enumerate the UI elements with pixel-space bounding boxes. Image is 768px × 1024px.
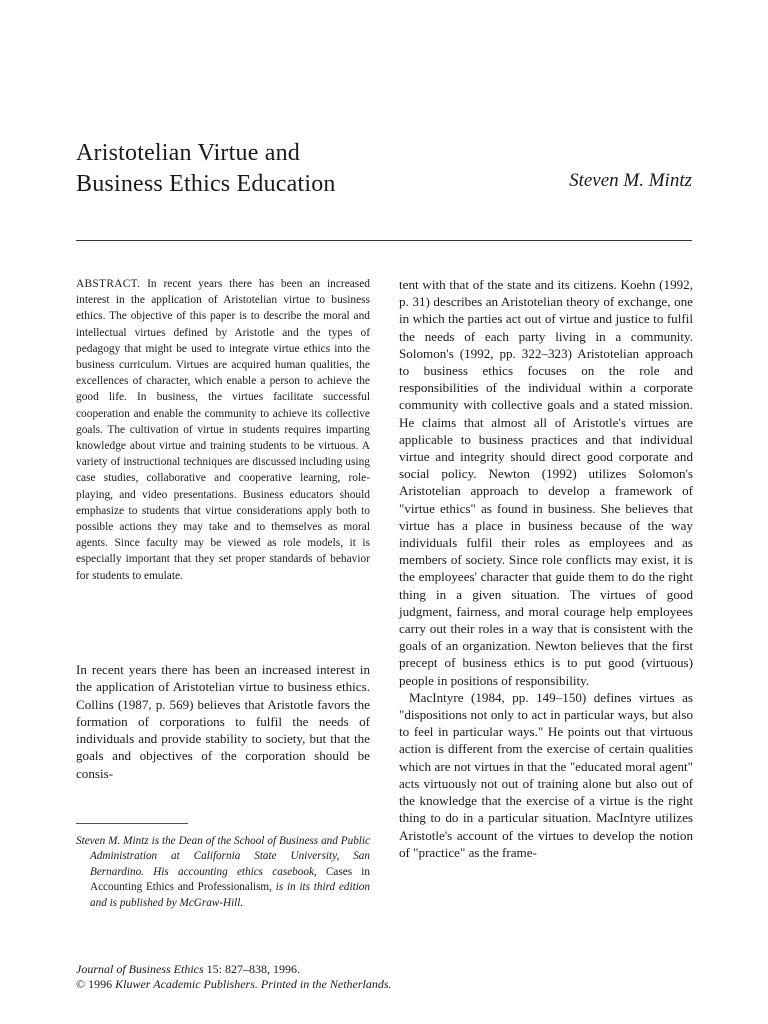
journal-name: Journal of Business Ethics bbox=[76, 962, 204, 976]
right-paragraph-1: tent with that of the state and its citizens. Koehn (1992, p. 31) describes an Aristotelian theory of exchange, one in which the parties act out of virtue and justice to fulfil the needs of each party living in a community. Solomon's (1992, pp. 322–323) Aristotelian approach to business ethics focuses on the role and responsibilities of the individual within a corporate community with collective goals and a stated mission. He claims that almost all of Aristotle's virtues are applicable to business practices and that individual virtue and integrity should direct good corporate and social policy. Newton (1992) utilizes Solomon's Aristotelian approach to develop a framework of "virtue ethics" as found in business. She believes that virtue has a place in business because of the way individuals fulfil their roles as employees and as members of society. Since role conflicts may exist, it is the employees' character that guide them to do the right thing in a given situation. The virtues of good judgment, fairness, and moral courage help employees carry out their roles in a way that is consistent with the goals of an organization. Newton believes that the first precept of business ethics is to put good (virtuous) people in positions of responsibility. bbox=[399, 277, 693, 688]
paper-title bbox=[76, 138, 476, 200]
title-line-1: Aristotelian Virtue and bbox=[76, 140, 300, 166]
author-footnote bbox=[76, 834, 370, 911]
intro-paragraph: In recent years there has been an increased interest in the application of Aristotelian virtue to business ethics. Collins (1987, p. 569) believes that Aristotle favors the formation of corporations to fulfil the needs of individuals and provide stability to society, but that the goals and objectives of the corporation should be consis- bbox=[76, 662, 370, 781]
author-name: Steven M. Mintz bbox=[569, 170, 692, 191]
footnote-book-title: Cases in Accounting Ethics and Professionalism, bbox=[90, 865, 370, 894]
right-column bbox=[399, 276, 693, 861]
journal-citation-line bbox=[76, 962, 556, 977]
left-column bbox=[76, 276, 370, 584]
abstract-text: In recent years there has been an increased interest in the application of Aristotelian virtue to business ethics. The objective of this paper is to describe the moral and intellectual virtues defined by Aristotle and the types of pedagogy that might be used to integrate virtue ethics into the business curriculum. Virtues are acquired human qualities, the excellences of character, which enable a person to achieve the good life. In business, the virtues facilitate successful cooperation and enable the community to achieve its collective goals. The cultivation of virtue in students requires imparting knowledge about virtue and training students to be virtuous. A variety of instructional techniques are discussed including using case studies, collaborative and cooperative learning, role-playing, and video presentations. Business educators should emphasize to students that virtue considerations apply both to possible actions they may take and to themselves as moral agents. Since faculty may be viewed as role models, it is especially important that they set proper standards of behavior for students to emulate. bbox=[76, 278, 370, 582]
copyright: © 1996 bbox=[76, 977, 113, 991]
title-divider bbox=[76, 240, 692, 241]
abstract bbox=[76, 276, 370, 584]
title-line-2: Business Ethics Education bbox=[76, 171, 336, 197]
footnote-divider bbox=[76, 823, 188, 824]
right-paragraph-2: MacIntyre (1984, pp. 149–150) defines virtues as "dispositions not only to act in particular ways, but also to feel in particular ways." He points out that virtuous action is different from the exercise of certain qualities which are not virtues in that the "educated moral agent" acts virtuously not out of training alone but also out of the knowledge that the exercise of a virtue is the right thing to do in a particular situation. MacIntyre utilizes Aristotle's account of the virtues to develop the notion of "practice" as the frame- bbox=[399, 689, 693, 860]
footnote-part2: is in its third edition and is published by McGraw-Hill. bbox=[90, 881, 370, 909]
publisher: Kluwer Academic Publishers. Printed in the Netherlands. bbox=[115, 977, 392, 991]
footnote-part1: Steven M. Mintz is the Dean of the School of Business and Public Administration at California State University, San Bernardino. His accounting ethics casebook, bbox=[76, 835, 370, 878]
journal-info bbox=[76, 962, 556, 992]
journal-citation: 15: 827–838, 1996. bbox=[206, 962, 301, 976]
abstract-label: ABSTRACT. bbox=[76, 278, 141, 290]
journal-copyright-line bbox=[76, 977, 556, 992]
